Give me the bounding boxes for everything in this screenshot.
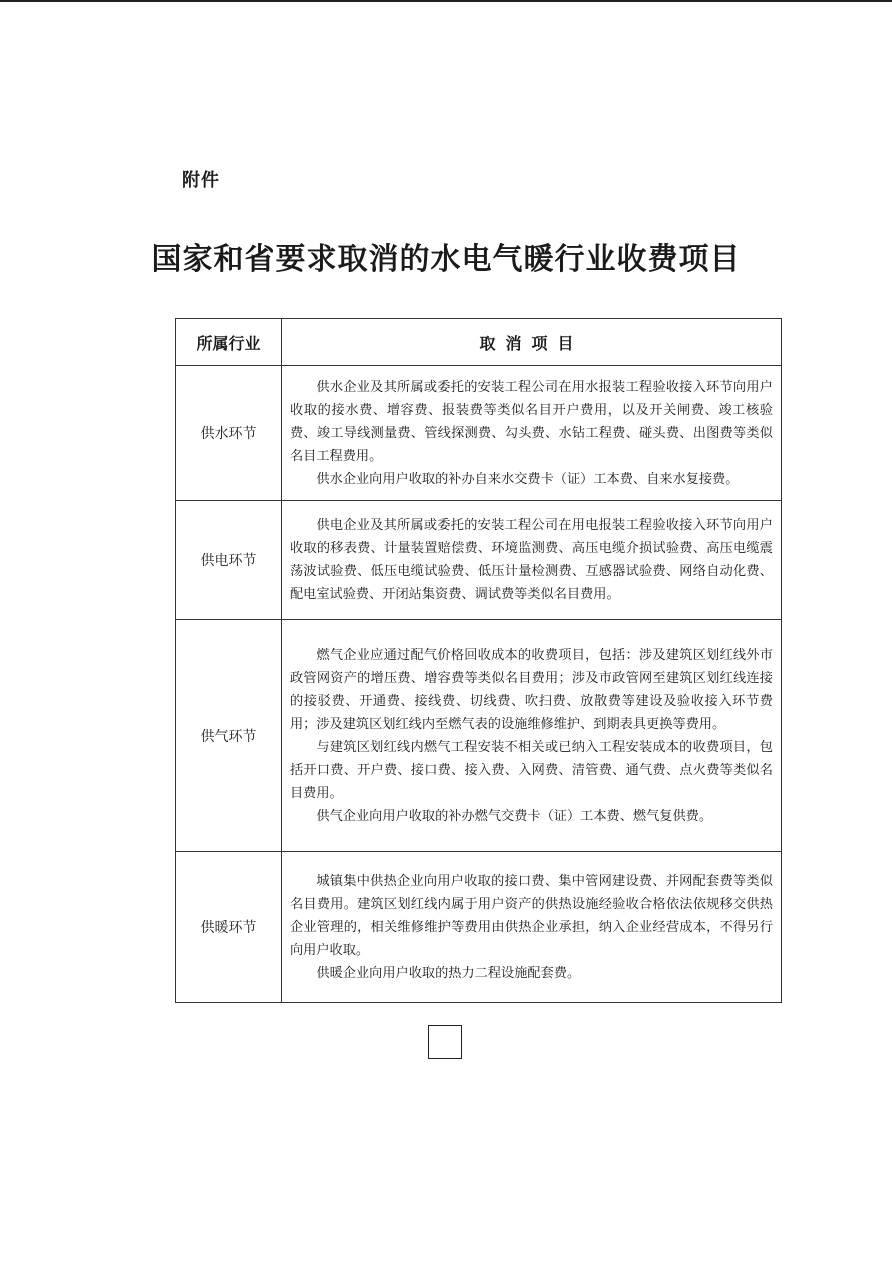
- page-number-box: [428, 1025, 462, 1059]
- table-row-gas-supply: [176, 620, 782, 852]
- paragraph: 与建筑区划红线内燃气工程安装不相关或已纳入工程安装成本的收费项目，包括开口费、开户费、接口费、接入费、入网费、清管费、通气费、点火费等类似名目费用。: [290, 739, 773, 801]
- paragraph: 供水企业及其所属或委托的安装工程公司在用水报装工程验收接入环节向用户收取的接水费、增容费、报装费等类似名目开户费用，以及开关闸费、竣工核验费、竣工导线测量费、管线探测费、勾头费、水钻工程费、碰头费、出图费等类似名目工程费用。: [290, 379, 773, 464]
- table-row-heating: [176, 852, 782, 1003]
- table-header-row: [176, 319, 782, 366]
- page-top-rule: [0, 0, 892, 2]
- industry-heating: 供暖环节: [176, 852, 282, 1003]
- industry-water-supply: 供水环节: [176, 366, 282, 501]
- paragraph: 城镇集中供热企业向用户收取的接口费、集中管网建设费、并网配套费等类似名目费用。建筑区划红线内属于用户资产的供热设施经验收合格依法依规移交供热企业管理的，相关维修维护等费用由供热企业承担，纳入企业经营成本，不得另行向用户收取。: [290, 873, 773, 958]
- document-title: 国家和省要求取消的水电气暖行业收费项目: [151, 242, 741, 277]
- table-row-water-supply: [176, 366, 782, 501]
- paragraph: 供水企业向用户收取的补办自来水交费卡（证）工本费、自来水复接费。: [316, 471, 739, 487]
- items-heating: [282, 852, 782, 1003]
- fee-items-table: [175, 318, 782, 1003]
- attachment-label: 附件: [182, 170, 220, 191]
- header-industry: 所属行业: [176, 319, 282, 366]
- industry-power-supply: 供电环节: [176, 501, 282, 620]
- items-water-supply: [282, 366, 782, 501]
- industry-gas-supply: 供气环节: [176, 620, 282, 852]
- header-cancelled-items: 取消项目: [282, 319, 782, 366]
- items-power-supply: [282, 501, 782, 620]
- paragraph: 供电企业及其所属或委托的安装工程公司在用电报装工程验收接入环节向用户收取的移表费、计量装置赔偿费、环境监测费、高压电缆介损试验费、高压电缆震荡波试验费、低压电缆试验费、低压计量检测费、互感器试验费、网络自动化费、配电室试验费、开闭站集资费、调试费等类似名目费用。: [290, 518, 773, 602]
- table-row-power-supply: [176, 501, 782, 620]
- paragraph: 供暖企业向用户收取的热力二程设施配套费。: [316, 965, 581, 981]
- paragraph: 燃气企业应通过配气价格回收成本的收费项目，包括：涉及建筑区划红线外市政管网资产的增压费、增容费等类似名目费用；涉及市政管网至建筑区划红线连接的接驳费、开通费、接线费、切线费、吹扫费、放散费等建设及验收接入环节费用；涉及建筑区划红线内至燃气表的设施维修维护、到期表具更换等费用。: [290, 647, 773, 732]
- paragraph: 供气企业向用户收取的补办燃气交费卡（证）工本费、燃气复供费。: [316, 808, 713, 824]
- items-gas-supply: [282, 620, 782, 852]
